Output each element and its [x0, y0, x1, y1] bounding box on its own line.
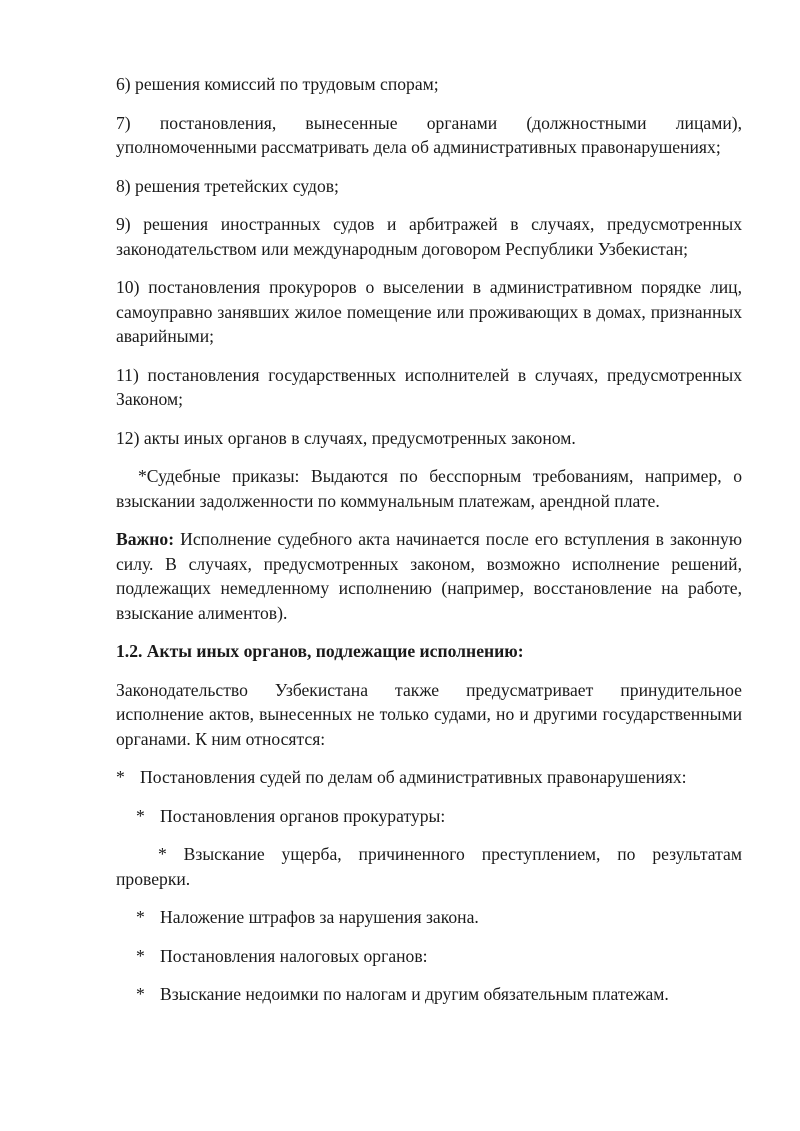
- list-item-12: 12) акты иных органов в случаях, предусмотренных законом.: [116, 427, 576, 448]
- list-item-8: 8) решения третейских судов;: [116, 175, 339, 196]
- bullet-item-1: [116, 765, 742, 790]
- bullet-item-6: [116, 982, 742, 1007]
- bullet-mark: *: [116, 767, 125, 787]
- list-item-11: 11) постановления государственных исполнителей в случаях, предусмотренных Законом;: [116, 364, 742, 409]
- bullet-item-5: [116, 944, 742, 969]
- bullet-item-2: [116, 804, 742, 829]
- section-heading: 1.2. Акты иных органов, подлежащие исполнению:: [116, 641, 524, 661]
- bullet-item-4: [116, 905, 742, 930]
- list-item-10: 10) постановления прокуроров о выселении в административном порядке лиц, самоуправно занявших жилое помещение или проживающих в домах, признанных аварийными;: [116, 277, 742, 346]
- bullet-mark: *: [136, 907, 145, 927]
- bullet-item-3: * Взыскание ущерба, причиненного преступлением, по результатам проверки.: [116, 844, 742, 889]
- bullet-text: Постановления налоговых органов:: [160, 945, 428, 966]
- important-paragraph: [116, 527, 742, 625]
- list-item-6: 6) решения комиссий по трудовым спорам;: [116, 74, 439, 94]
- bullet-text: Постановления судей по делам об административных правонарушениях:: [140, 767, 687, 787]
- bullet-mark: *: [136, 945, 145, 966]
- important-label: Важно:: [116, 529, 175, 549]
- court-orders-note: *Судебные приказы: Выдаются по бесспорным требованиям, например, о взыскании задолженности по коммунальным платежам, арендной плате.: [116, 466, 742, 511]
- list-item-7: 7) постановления, вынесенные органами (должностными лицами), уполномоченными рассматривать дела об административных правонарушениях;: [116, 112, 742, 157]
- section-intro: Законодательство Узбекистана также предусматривает принудительное исполнение актов, вынесенных не только судами, но и другими государственными органами. К ним относятся:: [116, 679, 742, 749]
- bullet-mark: *: [136, 984, 145, 1004]
- bullet-text: Взыскание недоимки по налогам и другим обязательным платежам.: [160, 984, 669, 1004]
- bullet-mark: *: [136, 805, 145, 826]
- bullet-text: Наложение штрафов за нарушения закона.: [160, 907, 479, 927]
- important-text: Исполнение судебного акта начинается после его вступления в законную силу. В случаях, предусмотренных законом, возможно исполнение решений, подлежащих немедленному исполнению (например, восстановление на работе, взыскание алиментов).: [116, 529, 742, 623]
- list-item-9: 9) решения иностранных судов и арбитражей в случаях, предусмотренных законодательством или международным договором Республики Узбекистан;: [116, 214, 742, 259]
- bullet-text: Постановления органов прокуратуры:: [160, 805, 446, 826]
